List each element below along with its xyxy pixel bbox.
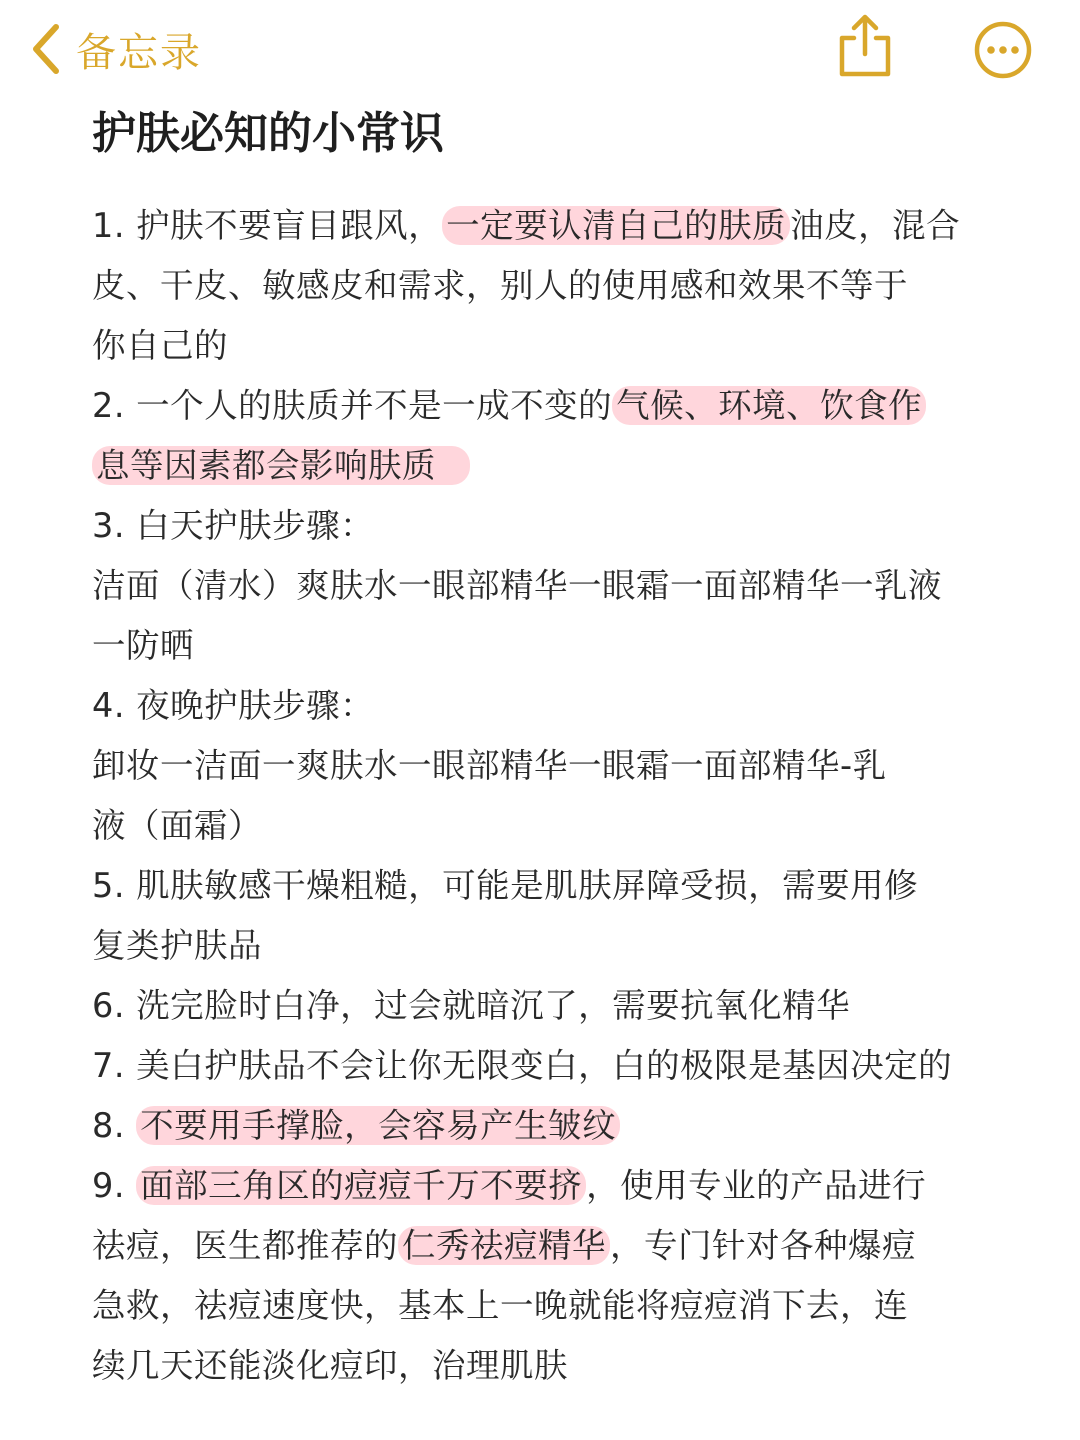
note-line: 8. 不要用手撑脸，会容易产生皱纹 (92, 1096, 1032, 1156)
highlight: 气候、环境、饮食作 (612, 386, 926, 425)
note-line: 3. 白天护肤步骤： (92, 506, 375, 545)
highlight: 仁秀祛痘精华 (398, 1226, 610, 1265)
note-line: 6. 洗完脸时白净，过会就暗沉了，需要抗氧化精华 (92, 986, 851, 1025)
highlight: 不要用手撑脸，会容易产生皱纹 (136, 1106, 620, 1145)
note-line: 1. 护肤不要盲目跟风， 一定要认清自己的肤质 油皮，混合 (92, 206, 961, 245)
share-icon (836, 14, 894, 80)
highlight: 一定要认清自己的肤质 (442, 206, 790, 245)
note-line: 皮、干皮、敏感皮和需求，别人的使用感和效果不等于 (92, 266, 908, 305)
note-line: 7. 美白护肤品不会让你无限变白，白的极限是基因决定的 (92, 1046, 953, 1085)
note-line (92, 436, 1032, 496)
note-body[interactable] (92, 196, 1032, 1396)
back-label: 备忘录 (76, 29, 202, 76)
chevron-left-icon (28, 21, 62, 77)
note-line: 2. 一个人的肤质并不是一成不变的 气候、环境、饮食作 (92, 376, 1032, 436)
nav-bar (0, 0, 1080, 100)
note-line: 急救，祛痘速度快，基本上一晚就能将痘痘消下去，连 (92, 1286, 908, 1325)
highlight: 息等因素都会影响肤质 (92, 446, 470, 485)
share-button[interactable] (836, 14, 894, 84)
note-title: 护肤必知的小常识 (92, 108, 444, 159)
note-line: 液（面霜） (92, 806, 262, 845)
note-line: 5. 肌肤敏感干燥粗糙，可能是肌肤屏障受损，需要用修 (92, 866, 919, 905)
note-line: 祛痘，医生都推荐的 仁秀祛痘精华 ，专门针对各种爆痘 (92, 1226, 916, 1265)
note-line: 4. 夜晚护肤步骤： (92, 686, 375, 725)
note-line: 一防晒 (92, 626, 194, 665)
note-line: 续几天还能淡化痘印，治理肌肤 (92, 1346, 568, 1385)
note-line: 洁面（清水）爽肤水一眼部精华一眼霜一面部精华一乳液 (92, 566, 942, 605)
more-button[interactable] (972, 19, 1034, 85)
note-line: 你自己的 (92, 326, 228, 365)
more-icon (972, 19, 1034, 81)
note-line: 卸妆一洁面一爽肤水一眼部精华一眼霜一面部精华-乳 (92, 746, 887, 785)
note-line: 复类护肤品 (92, 926, 262, 965)
note-line: 9. 面部三角区的痘痘千万不要挤 ，使用专业的产品进行 (92, 1166, 927, 1205)
back-button[interactable] (28, 18, 202, 80)
highlight: 面部三角区的痘痘千万不要挤 (136, 1166, 586, 1205)
